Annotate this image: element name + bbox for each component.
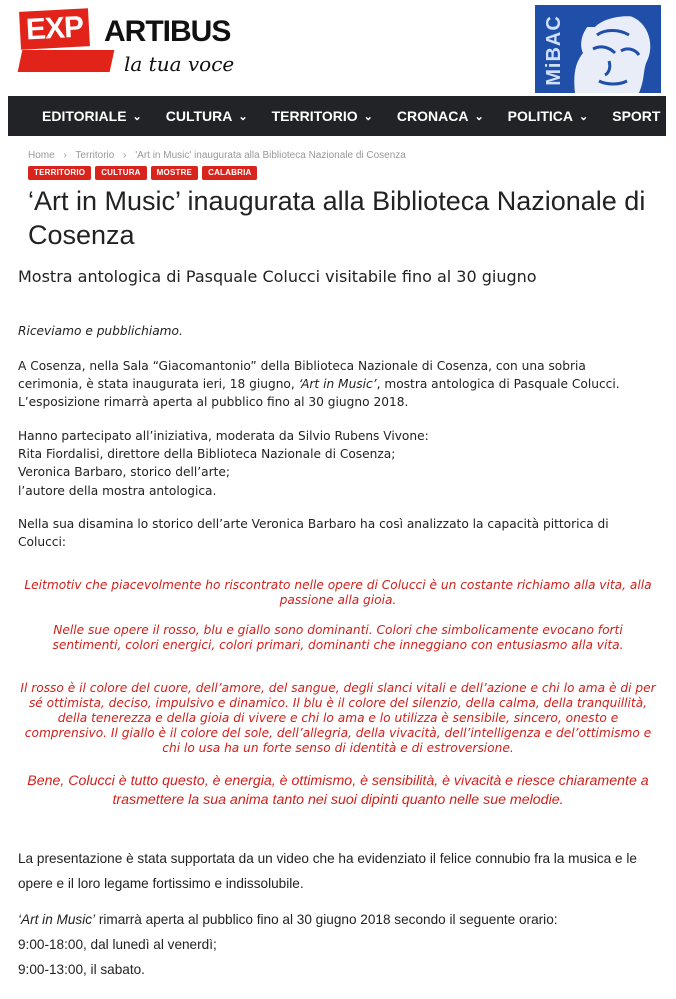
tag-calabria[interactable]: CALABRIA bbox=[202, 166, 257, 180]
ministry-logo-text: MiBAC bbox=[542, 15, 565, 86]
article-subtitle: Mostra antologica di Pasquale Colucci visitabile fino al 30 giugno bbox=[18, 267, 537, 286]
nav-item-territorio[interactable] bbox=[272, 96, 373, 136]
participants-line: l’autore della mostra antologica. bbox=[18, 483, 217, 498]
text-run: A Cosenza, nella Sala “Giacomantonio” della Biblioteca Nazionale di Cosenza, con una sobria cerimonia, è stata inaugurata ieri, 18 giugno, bbox=[18, 359, 586, 392]
nav-item-label: CULTURA bbox=[165, 108, 233, 124]
tag-territorio[interactable]: TERRITORIO bbox=[28, 166, 91, 180]
breadcrumb-separator: › bbox=[123, 150, 127, 161]
site-logo[interactable] bbox=[20, 6, 252, 86]
opening-hours-line: 9:00-18:00, dal lunedì al venerdì; bbox=[18, 937, 217, 952]
logo-artibus-text: ARTIBUS bbox=[104, 15, 231, 48]
quote-block: Il rosso è il colore del cuore, dell’amore, del sangue, degli slanci vitali e dell’azione e chi lo ama è di per sé ottimista, deciso, impulsivo e dinamico. Il blu è il colore del silenzio, della calma, della tranquillità, della tenerezza e della gioia di vivere e chi lo ama e lo utilizza è sensibile, sincero, onesto e comprensivo. Il giallo è il colore del sole, dell’allegria, della vivacità, dell’intelligenza e del’ottimismo e chi lo usa ha un forte senso di identità e di estroversione. bbox=[20, 681, 656, 755]
site-header bbox=[0, 0, 666, 96]
participants-line: Hanno partecipato all’iniziativa, moderata da Silvio Rubens Vivone: bbox=[18, 429, 429, 443]
quote-block: Leitmotiv che piacevolmente ho riscontrato nelle opere di Colucci è un costante richiamo alla vita, alla passione alla gioia. bbox=[24, 578, 652, 607]
nav-item-label: SPORT bbox=[612, 108, 661, 124]
nav-item-cronaca[interactable] bbox=[397, 96, 484, 136]
logo-stripe bbox=[18, 50, 115, 72]
event-name: ‘Art in Music’ bbox=[298, 377, 377, 392]
nav-item-label: POLITICA bbox=[507, 108, 574, 124]
nav-item-politica[interactable] bbox=[508, 96, 589, 136]
opening-hours bbox=[18, 907, 658, 982]
logo-tagline: la tua voce bbox=[124, 52, 235, 76]
breadcrumb bbox=[28, 150, 406, 161]
ministry-logo[interactable] bbox=[535, 5, 661, 93]
chevron-down-icon: ⌄ bbox=[363, 110, 373, 123]
nav-item-sport[interactable] bbox=[612, 96, 675, 136]
chevron-down-icon: ⌄ bbox=[666, 110, 676, 123]
category-tags bbox=[28, 166, 257, 180]
participants-paragraph bbox=[18, 427, 654, 500]
breadcrumb-home[interactable]: Home bbox=[28, 150, 55, 161]
article-paragraph: Nella sua disamina lo storico dell’arte Veronica Barbaro ha così analizzato la capacità pittorica di Colucci: bbox=[18, 517, 609, 550]
breadcrumb-section[interactable]: Territorio bbox=[75, 150, 115, 161]
event-name: ‘Art in Music’ bbox=[18, 912, 96, 927]
text-run: rimarrà aperta al pubblico fino al 30 giugno 2018 secondo il seguente orario: bbox=[95, 912, 558, 927]
participants-line: Rita Fiordalisi, direttore della Biblioteca Nazionale di Cosenza; bbox=[18, 447, 396, 462]
nav-item-label: CRONACA bbox=[396, 108, 469, 124]
chevron-down-icon: ⌄ bbox=[474, 110, 484, 123]
breadcrumb-current: 'Art in Music' inaugurata alla Biblioteca Nazionale di Cosenza bbox=[135, 150, 406, 161]
opening-hours-line: 9:00-13:00, il sabato. bbox=[18, 962, 145, 977]
nav-item-label: EDITORIALE bbox=[42, 108, 127, 124]
chevron-down-icon: ⌄ bbox=[238, 110, 248, 123]
chevron-down-icon: ⌄ bbox=[132, 110, 142, 123]
quote-block: Bene, Colucci è tutto questo, è energia, è ottimismo, è sensibilità, è vivacità e riesce chiaramente a trasmettere la sua anima tanto nei suoi dipinti quanto nelle sue melodie. bbox=[27, 773, 649, 808]
article-paragraph: La presentazione è stata supportata da un video che ha evidenziato il felice connubio fra la musica e le opere e il loro legame fortissimo e indissolubile. bbox=[18, 851, 637, 891]
article-title: ‘Art in Music’ inaugurata alla Biblioteca Nazionale di Cosenza bbox=[28, 186, 646, 250]
main-nav bbox=[8, 96, 676, 136]
nav-item-label: TERRITORIO bbox=[271, 108, 358, 124]
article-paragraph bbox=[18, 357, 654, 412]
nav-item-editoriale[interactable] bbox=[42, 96, 142, 136]
breadcrumb-separator: › bbox=[63, 150, 67, 161]
tag-mostre[interactable]: MOSTRE bbox=[151, 166, 198, 180]
opening-hours-intro bbox=[18, 907, 658, 932]
text-run: , mostra antologica di Pasquale Colucci. L’esposizione rimarrà aperta al pubblico fino al 30 giugno 2018. bbox=[18, 377, 620, 410]
article-intro: Riceviamo e pubblichiamo. bbox=[18, 324, 183, 338]
nav-item-cultura[interactable] bbox=[166, 96, 248, 136]
logo-exp-text: EXP bbox=[19, 8, 90, 50]
tag-cultura[interactable]: CULTURA bbox=[95, 166, 146, 180]
chevron-down-icon: ⌄ bbox=[579, 110, 589, 123]
participants-line: Veronica Barbaro, storico dell’arte; bbox=[18, 465, 230, 480]
quote-block: Nelle sue opere il rosso, blu e giallo sono dominanti. Colori che simbolicamente evocano forti sentimenti, colori energici, colori primari, dominanti che inneggiano con entusiasmo alla vita. bbox=[52, 623, 624, 652]
